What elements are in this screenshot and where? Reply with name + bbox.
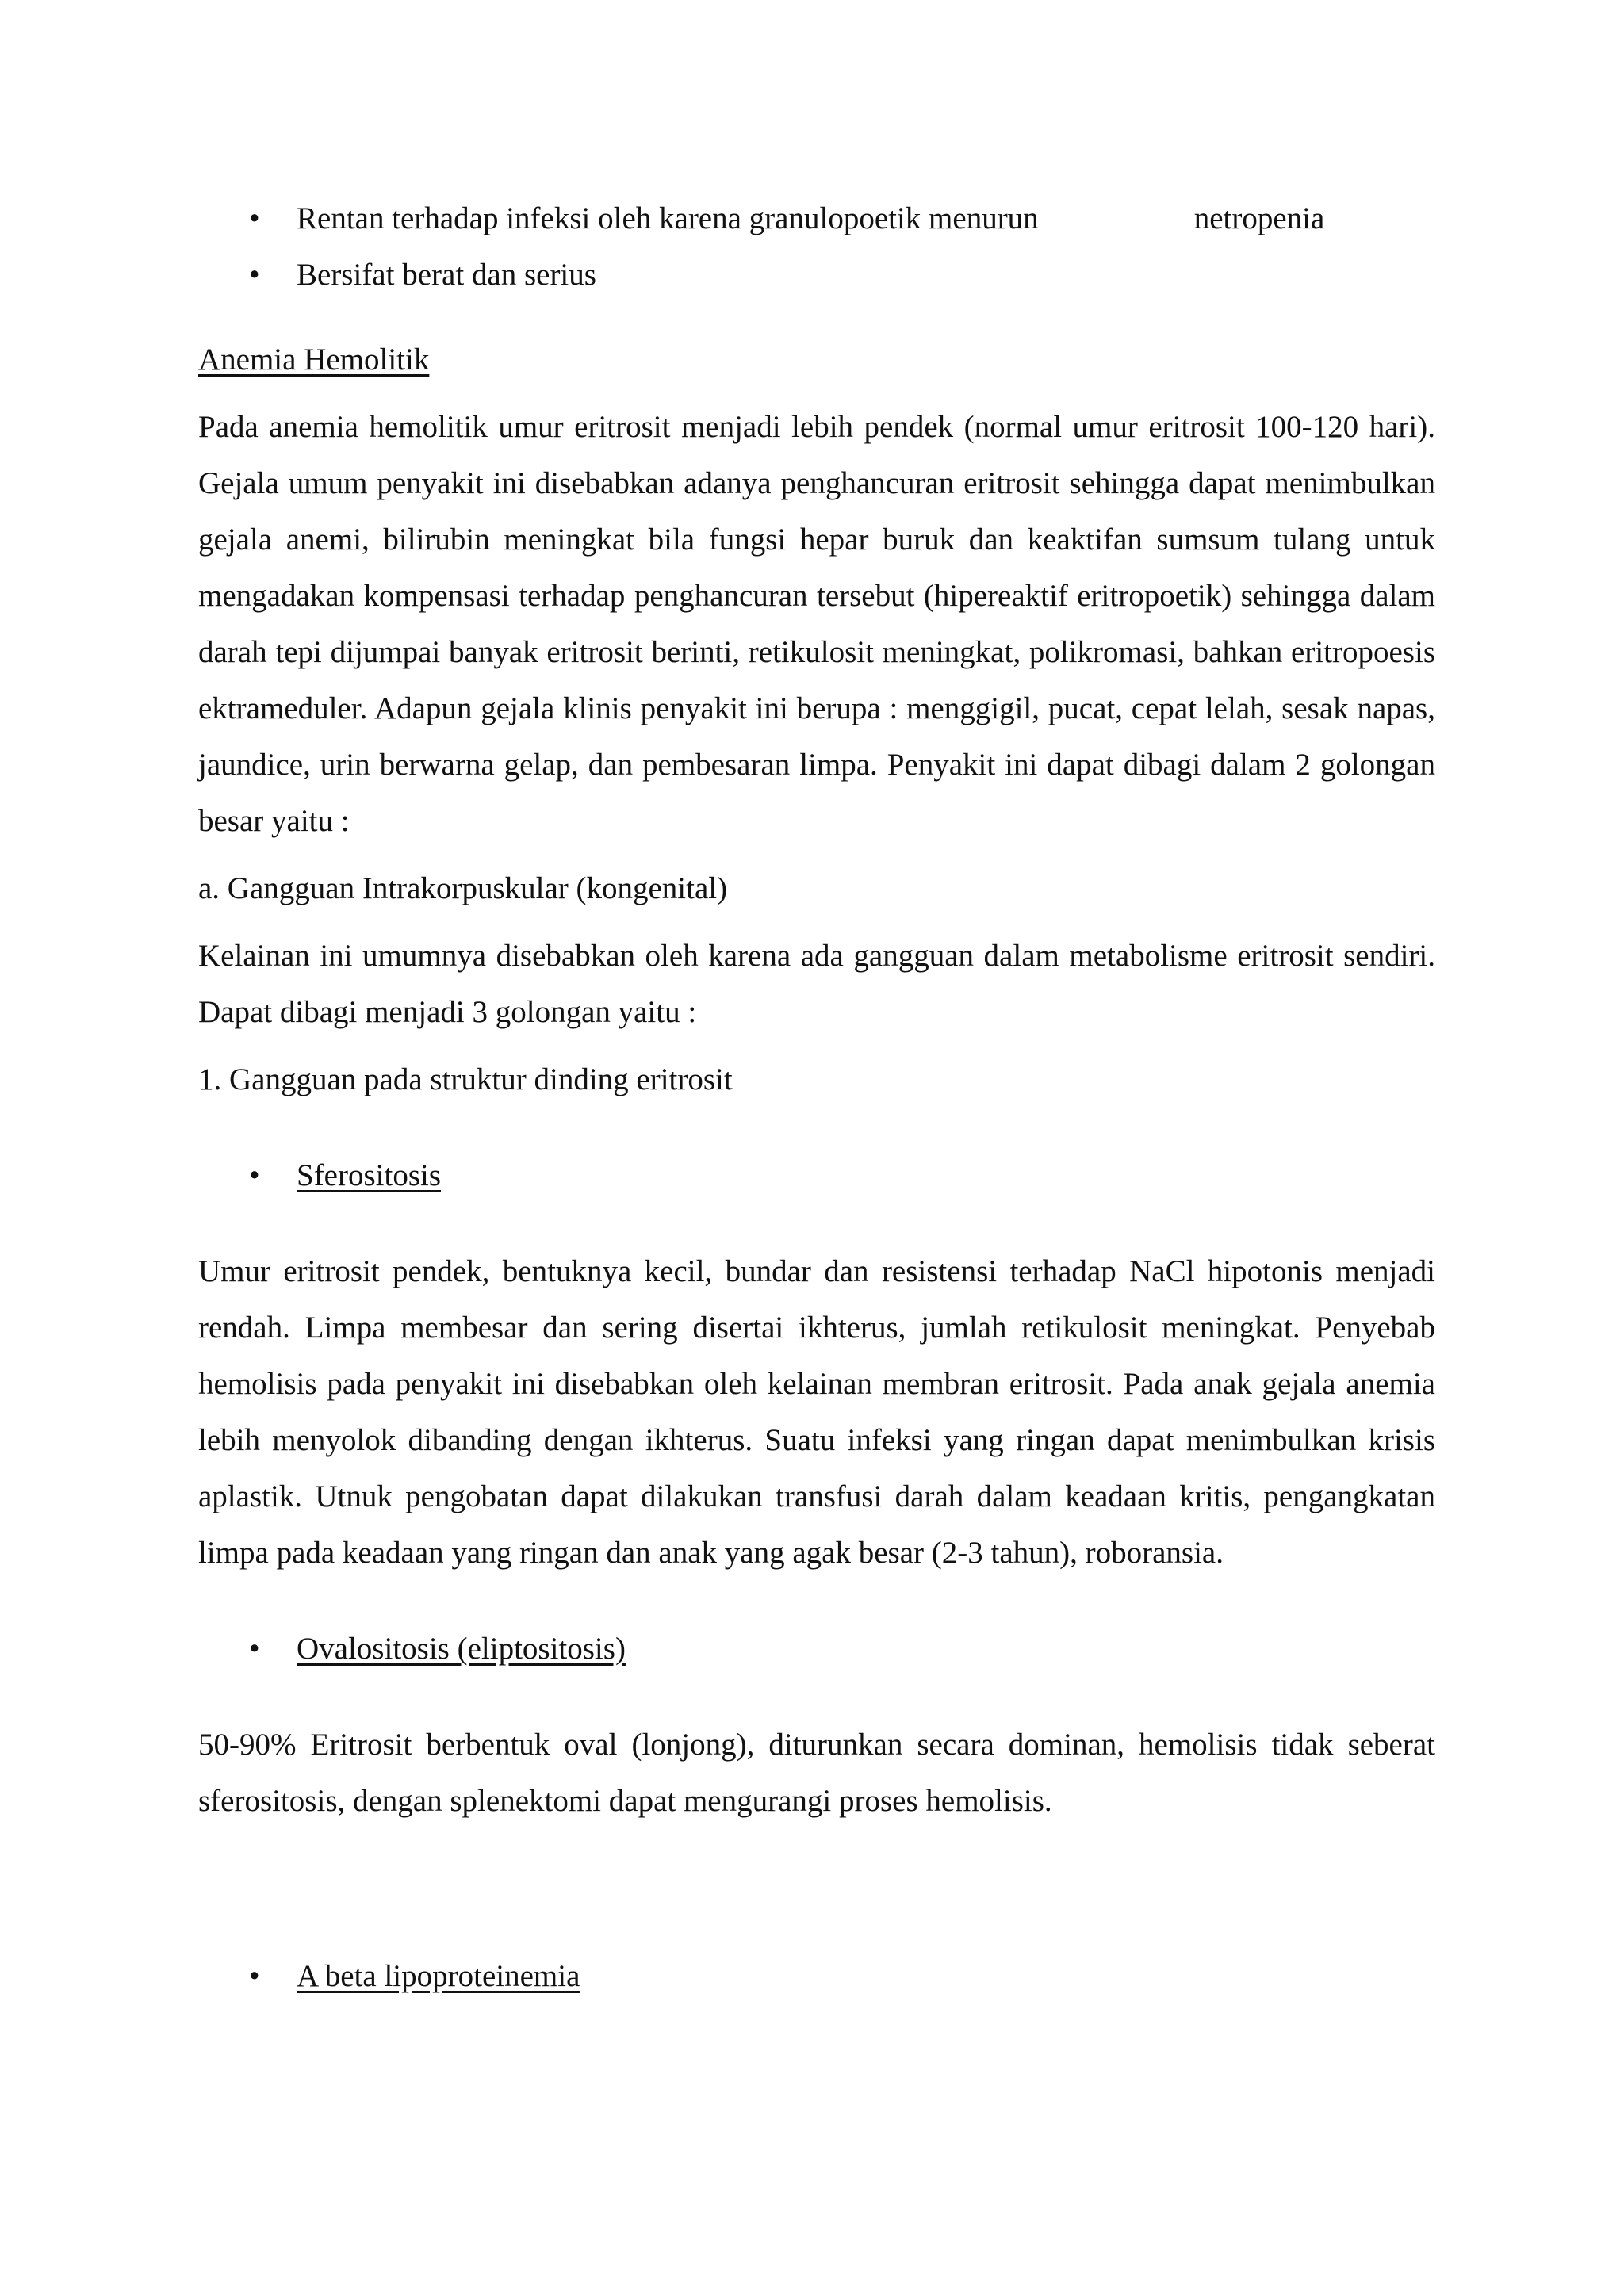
bullet-item-berat [198, 247, 1435, 303]
numbered-item-1: 1. Gangguan pada struktur dinding eritrosit [198, 1062, 733, 1096]
subsection-a: a. Gangguan Intrakorpuskular (kongenital) [198, 871, 728, 905]
bullet-text: Bersifat berat dan serius [297, 258, 596, 292]
sferositosis-paragraph: Umur eritrosit pendek, bentuknya kecil, bundar dan resistensi terhadap NaCl hipotonis menjadi rendah. Limpa membesar dan sering disertai ikhterus, jumlah retikulosit meningkat. Penyebab hemolisis pada penyakit ini disebabkan oleh kelainan membran eritrosit. Pada anak gejala anemia lebih menyolok dibanding dengan ikhterus. Suatu infeksi yang ringan dapat menimbulkan krisis aplastik. Utnuk pengobatan dapat dilakukan transfusi darah dalam keadaan kritis, pengangkatan limpa pada keadaan yang ringan dan anak yang agak besar (2-3 tahun), roboransia. [198, 1254, 1435, 1570]
intro-paragraph: Pada anemia hemolitik umur eritrosit menjadi lebih pendek (normal umur eritrosit 100-120 hari). Gejala umum penyakit ini disebabkan adanya penghancuran eritrosit sehingga dapat menimbulkan gejala anemi, bilirubin meningkat bila fungsi hepar buruk dan keaktifan sumsum tulang untuk mengadakan kompensasi terhadap penghancuran tersebut (hipereaktif eritropoetik) sehingga dalam darah tepi dijumpai banyak eritrosit berinti, retikulosit meningkat, polikromasi, bahkan eritropoesis ektrameduler. Adapun gejala klinis penyakit ini berupa : menggigil, pucat, cepat lelah, sesak napas, jaundice, urin berwarna gelap, dan pembesaran limpa. Penyakit ini dapat dibagi dalam 2 golongan besar yaitu : [198, 410, 1435, 838]
sferositosis-title: Sferositosis [297, 1158, 442, 1192]
bullet-item-ovalositosis [198, 1621, 1435, 1677]
bullet-dot-icon: • [249, 258, 260, 292]
ovalositosis-bullet [198, 1621, 1435, 1677]
bullet-item-beta [198, 1948, 1435, 2004]
beta-bullet [198, 1948, 1435, 2004]
document-page [198, 190, 1435, 2004]
bullet-item-sferositosis [198, 1147, 1435, 1203]
top-bullet-list [198, 190, 1435, 303]
ovalositosis-paragraph: 50-90% Eritrosit berbentuk oval (lonjong), diturunkan secara dominan, hemolisis tidak seberat sferositosis, dengan splenektomi dapat mengurangi proses hemolisis. [198, 1728, 1435, 1818]
section-heading: Anemia Hemolitik [198, 342, 430, 377]
sferositosis-bullet [198, 1147, 1435, 1203]
bullet-dot-icon: • [249, 1959, 260, 1993]
bullet-right-text: netropenia [1193, 201, 1325, 235]
bullet-dot-icon: • [249, 201, 260, 235]
bullet-dot-icon: • [249, 1158, 260, 1192]
beta-title: A beta lipoproteinemia [297, 1959, 580, 1993]
bullet-item-infeksi [198, 190, 1435, 247]
bullet-text: Rentan terhadap infeksi oleh karena granulopoetik menurun [297, 201, 1039, 235]
bullet-dot-icon: • [249, 1632, 260, 1666]
subsection-a-paragraph: Kelainan ini umumnya disebabkan oleh karena ada gangguan dalam metabolisme eritrosit sendiri. Dapat dibagi menjadi 3 golongan yaitu : [198, 939, 1435, 1029]
ovalositosis-title: Ovalositosis (eliptositosis) [297, 1632, 626, 1666]
